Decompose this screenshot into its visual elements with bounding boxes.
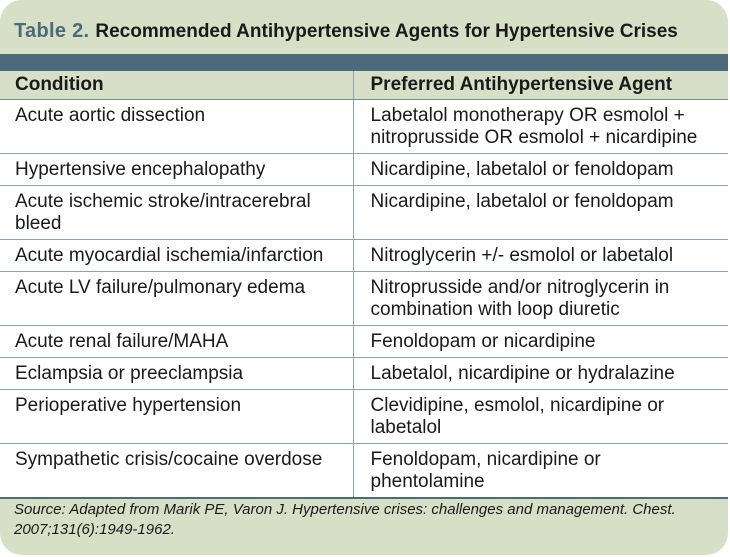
agent-cell: Fenoldopam, nicardipine or phentolamine	[353, 444, 728, 499]
table-title	[14, 20, 678, 43]
agent-cell: Labetalol, nicardipine or hydralazine	[353, 358, 728, 390]
header-condition: Condition	[0, 71, 353, 100]
header-preferred-agent: Preferred Antihypertensive Agent	[353, 71, 728, 100]
agent-cell: Clevidipine, esmolol, nicardipine or labetalol	[353, 390, 728, 444]
condition-cell: Acute aortic dissection	[0, 100, 353, 154]
table-row	[0, 390, 728, 444]
condition-cell: Acute renal failure/MAHA	[0, 326, 353, 358]
table-row	[0, 272, 728, 326]
condition-cell: Acute myocardial ischemia/infarction	[0, 240, 353, 272]
table-title-text: Recommended Antihypertensive Agents for Hypertensive Crises	[95, 21, 678, 42]
table-row	[0, 358, 728, 390]
condition-cell: Acute LV failure/pulmonary edema	[0, 272, 353, 326]
table-row	[0, 186, 728, 240]
table-row	[0, 100, 728, 154]
table-number-label: Table 2.	[14, 20, 90, 42]
table-row	[0, 326, 728, 358]
condition-cell: Hypertensive encephalopathy	[0, 154, 353, 186]
table-container	[0, 54, 728, 499]
agent-cell: Nitroprusside and/or nitroglycerin in combination with loop diuretic	[353, 272, 728, 326]
agent-cell: Nicardipine, labetalol or fenoldopam	[353, 186, 728, 240]
agent-cell: Fenoldopam or nicardipine	[353, 326, 728, 358]
source-citation: Source: Adapted from Marik PE, Varon J. Hypertensive crises: challenges and management. Chest. 2007;131(6):1949-1962.	[14, 501, 676, 538]
agent-cell: Nicardipine, labetalol or fenoldopam	[353, 154, 728, 186]
agent-cell: Nitroglycerin +/- esmolol or labetalol	[353, 240, 728, 272]
table-row	[0, 154, 728, 186]
table-row	[0, 444, 728, 499]
condition-cell: Sympathetic crisis/cocaine overdose	[0, 444, 353, 499]
table-header-row	[0, 71, 728, 100]
recommendations-table	[0, 71, 728, 499]
condition-cell: Eclampsia or preeclampsia	[0, 358, 353, 390]
condition-cell: Perioperative hypertension	[0, 390, 353, 444]
condition-cell: Acute ischemic stroke/intracerebral bleed	[0, 186, 353, 240]
agent-cell: Labetalol monotherapy OR esmolol + nitroprusside OR esmolol + nicardipine	[353, 100, 728, 154]
table-row	[0, 240, 728, 272]
